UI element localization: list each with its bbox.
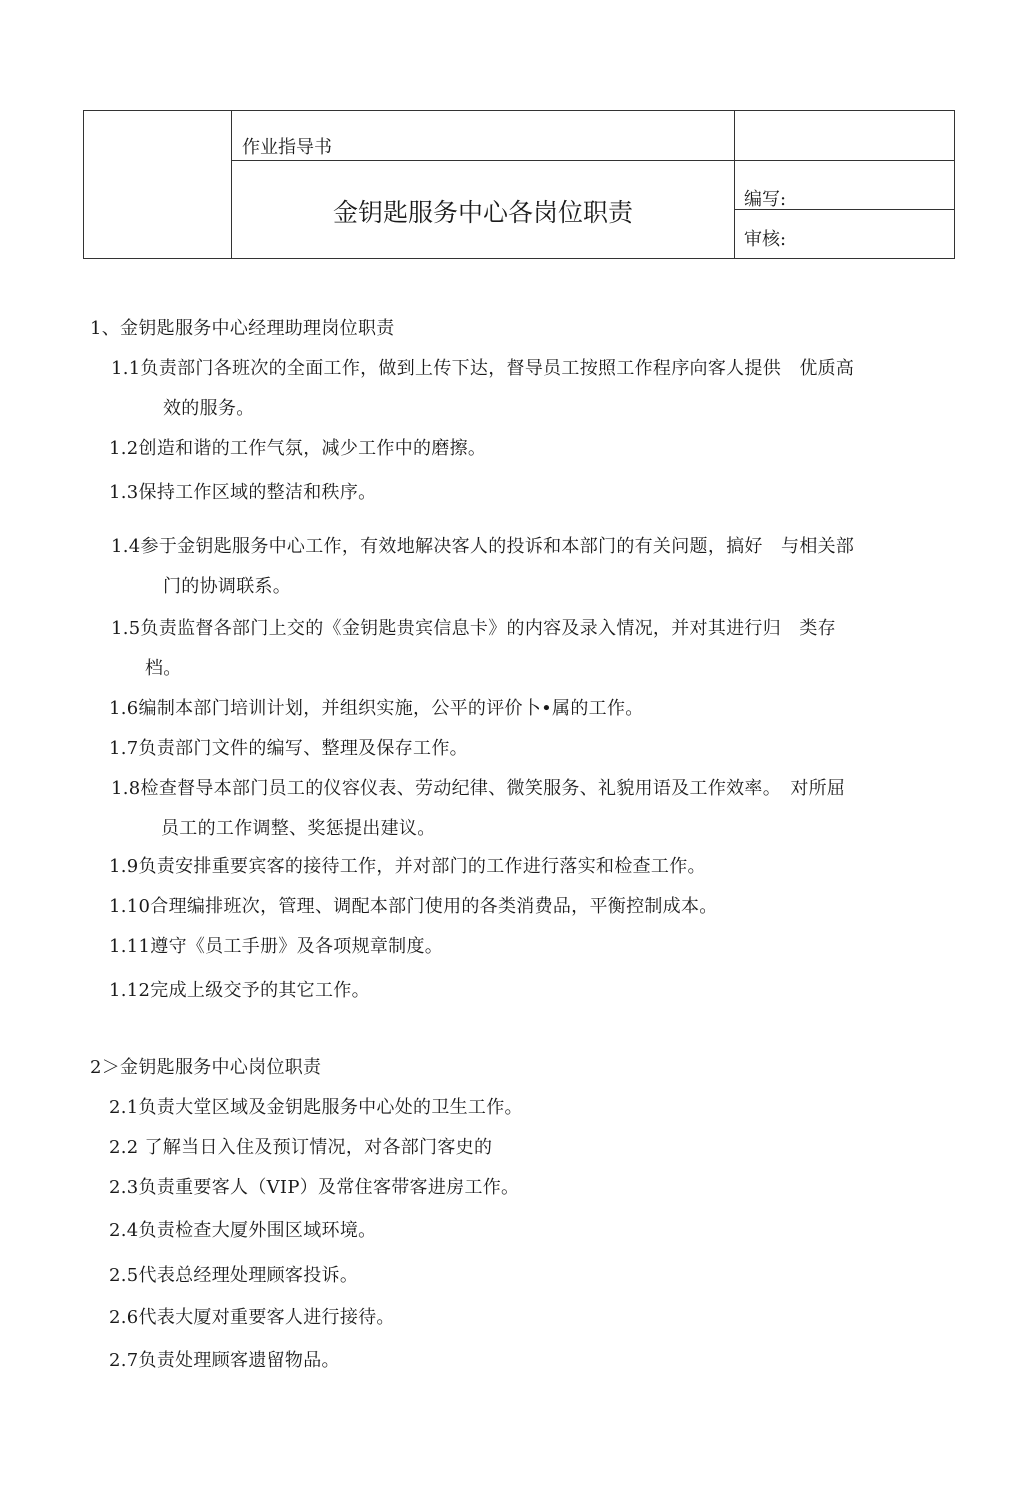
section-heading: 1、金钥匙服务中心经理助理岗位职责 [90, 318, 395, 339]
list-item: 1.11遵守《员工手册》及各项规章制度。 [109, 936, 444, 957]
list-item: 1.10合理编排班次，管理、调配本部门使用的各类消费品，平衡控制成本。 [109, 896, 718, 917]
reviewer-label: 审核: [744, 229, 787, 250]
list-item-continuation: 档。 [145, 658, 182, 679]
header-divider-right [734, 111, 735, 258]
list-item: 2.7负责处理顾客遗留物品。 [109, 1350, 340, 1371]
list-item-continuation: 员工的工作调整、奖惩提出建议。 [161, 818, 436, 839]
list-item: 1.9负责安排重要宾客的接待工作，并对部门的工作进行落实和检查工作。 [109, 856, 706, 877]
list-item: 1.1负责部门各班次的全面工作，做到上传下达，督导员工按照工作程序向客人提供 优质高 [111, 358, 855, 379]
list-item: 2.5代表总经理处理顾客投诉。 [109, 1265, 359, 1286]
list-item: 1.6编制本部门培训计划，并组织实施，公平的评价卜•属的工作。 [109, 698, 644, 719]
list-item: 1.8检查督导本部门员工的仪容仪表、劳动纪律、微笑服务、礼貌用语及工作效率。 对所屈 [111, 778, 846, 799]
list-item: 2.1负责大堂区域及金钥匙服务中心处的卫生工作。 [109, 1097, 523, 1118]
document-header-table [83, 110, 955, 259]
list-item: 2.4负责检查大厦外围区域环境。 [109, 1220, 377, 1241]
page-title: 金钥匙服务中心各岗位职责 [332, 198, 633, 227]
list-item: 1.12完成上级交予的其它工作。 [109, 980, 370, 1001]
list-item: 1.3保持工作区域的整洁和秩序。 [109, 482, 377, 503]
list-item: 2.3负责重要客人（VIP）及常住客带客进房工作。 [109, 1177, 520, 1198]
list-item: 1.4参于金钥匙服务中心工作，有效地解决客人的投诉和本部门的有关问题，搞好 与相关部 [111, 536, 855, 557]
list-item-continuation: 门的协调联系。 [163, 576, 292, 597]
list-item-continuation: 效的服务。 [163, 398, 255, 419]
doc-type-label: 作业指导书 [242, 137, 332, 158]
list-item: 1.5负责监督各部门上交的《金钥匙贵宾信息卡》的内容及录入情况，并对其进行归 类存 [111, 618, 836, 639]
list-item: 1.7负责部门文件的编写、整理及保存工作。 [109, 738, 468, 759]
section-heading: 2＞金钥匙服务中心岗位职责 [90, 1057, 322, 1078]
header-divider-top [231, 160, 955, 161]
header-divider-left [231, 111, 232, 258]
list-item: 1.2创造和谐的工作气氛，减少工作中的磨擦。 [109, 438, 487, 459]
list-item: 2.2 了解当日入住及预订情况，对各部门客史的 [109, 1137, 493, 1158]
author-label: 编写: [744, 189, 787, 210]
list-item: 2.6代表大厦对重要客人进行接待。 [109, 1307, 395, 1328]
